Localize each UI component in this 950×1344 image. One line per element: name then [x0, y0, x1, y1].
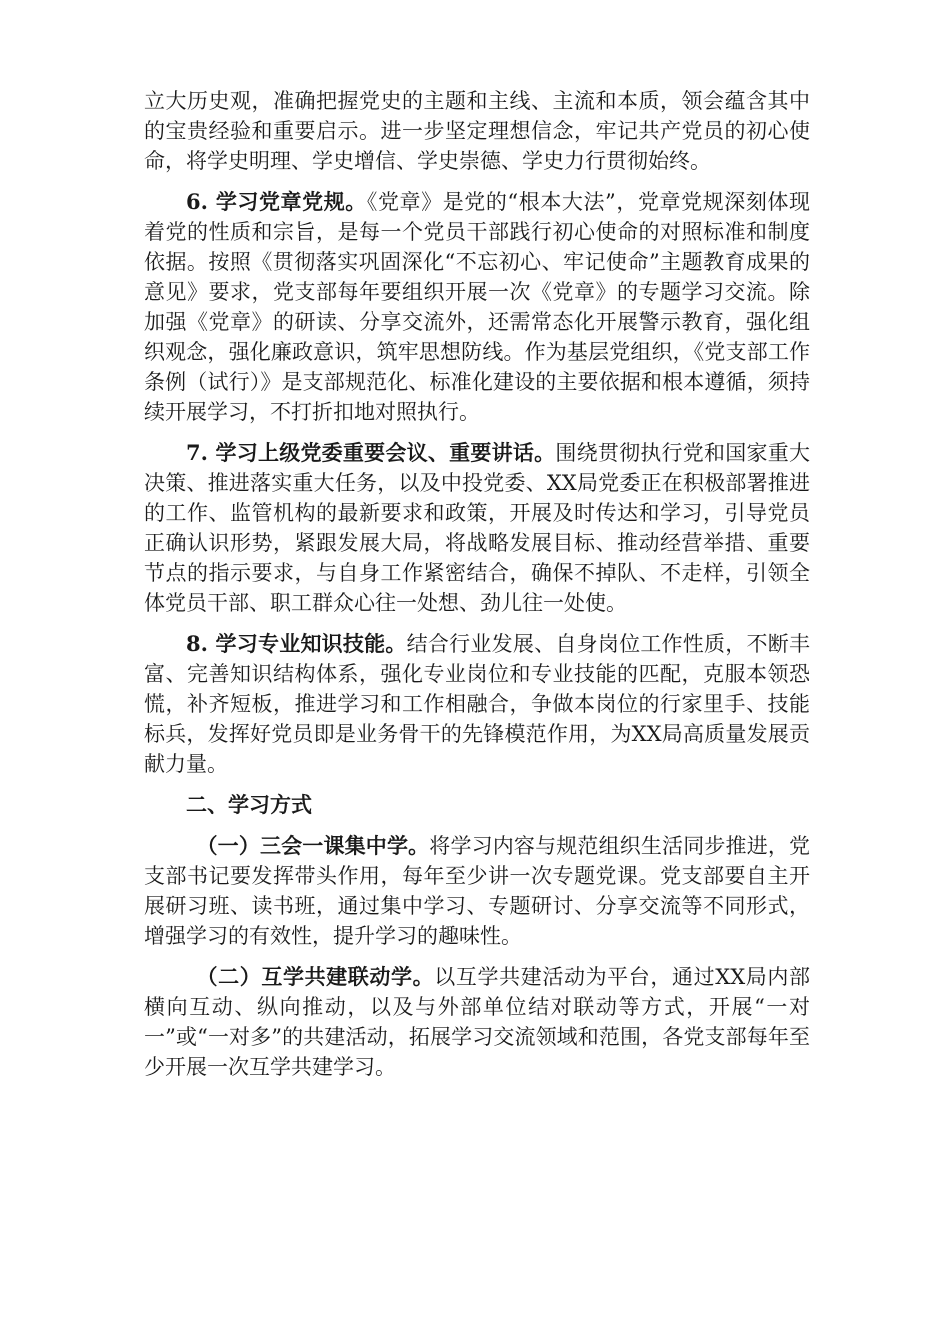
method-body: 将学习内容与规范组织生活同步推进，党支部书记要发挥带头作用，每年至少讲一次专题党课。党支部要自主开展研习班、读书班，通过集中学习、专题研讨、分享交流等不同形式，增强学习的有效性，提升学习的趣味性。	[144, 834, 811, 948]
method-title: （一）三会一课集中学。	[196, 833, 430, 858]
paragraph-item-7	[144, 438, 810, 618]
method-body: 以互学共建活动为平台，通过XX局内部横向互动、纵向推动，以及与外部单位结对联动等方式，开展“一对一”或“一对多”的共建活动，拓展学习交流领域和范围，各党支部每年至少开展一次互学共建学习。	[144, 965, 810, 1079]
paragraph-title: 8. 学习专业知识技能。	[186, 631, 407, 656]
section-heading: 二、学习方式	[186, 792, 312, 817]
paragraph-title: 7. 学习上级党委重要会议、重要讲话。	[186, 440, 556, 465]
paragraph-body: 立大历史观，准确把握党史的主题和主线、主流和本质，领会蕴含其中的宝贵经验和重要启示。进一步坚定理想信念，牢记共产党员的初心使命，将学史明理、学史增信、学史崇德、学史力行贯彻始终。	[144, 89, 810, 173]
paragraph-item-8	[144, 629, 810, 779]
paragraph-body: 结合行业发展、自身岗位工作性质，不断丰富、完善知识结构体系，强化专业岗位和专业技能的匹配，克服本领恐慌，补齐短板，推进学习和工作相融合，争做本岗位的行家里手、技能标兵，发挥好党员即是业务骨干的先锋模范作用，为XX局高质量发展贡献力量。	[144, 632, 811, 776]
document-page	[144, 86, 810, 1093]
paragraph-continuation	[144, 86, 810, 176]
paragraph-body: 《党章》是党的“根本大法”，党章党规深刻体现着党的性质和宗旨，是每一个党员干部践行初心使命的对照标准和制度依据。按照《贯彻落实巩固深化“不忘初心、牢记使命”主题教育成果的意见》要求，党支部每年要组织开展一次《党章》的专题学习交流。除加强《党章》的研读、分享交流外，还需常态化开展警示教育，强化组织观念，强化廉政意识，筑牢思想防线。作为基层党组织，《党支部工作条例（试行）》是支部规范化、标准化建设的主要依据和根本遵循，须持续开展学习，不打折扣地对照执行。	[144, 190, 810, 424]
paragraph-item-6	[144, 187, 810, 427]
method-item-2	[144, 962, 810, 1082]
paragraph-title: 6. 学习党章党规。	[186, 189, 367, 214]
paragraph-body: 围绕贯彻执行党和国家重大决策、推进落实重大任务，以及中投党委、XX局党委正在积极部署推进的工作、监管机构的最新要求和政策，开展及时传达和学习，引导党员正确认识形势，紧跟发展大局，将战略发展目标、推动经营举措、重要节点的指示要求，与自身工作紧密结合，确保不掉队、不走样，引领全体党员干部、职工群众心往一处想、劲儿往一处使。	[144, 441, 811, 615]
method-title: （二）互学共建联动学。	[196, 964, 435, 989]
method-item-1	[144, 831, 810, 951]
